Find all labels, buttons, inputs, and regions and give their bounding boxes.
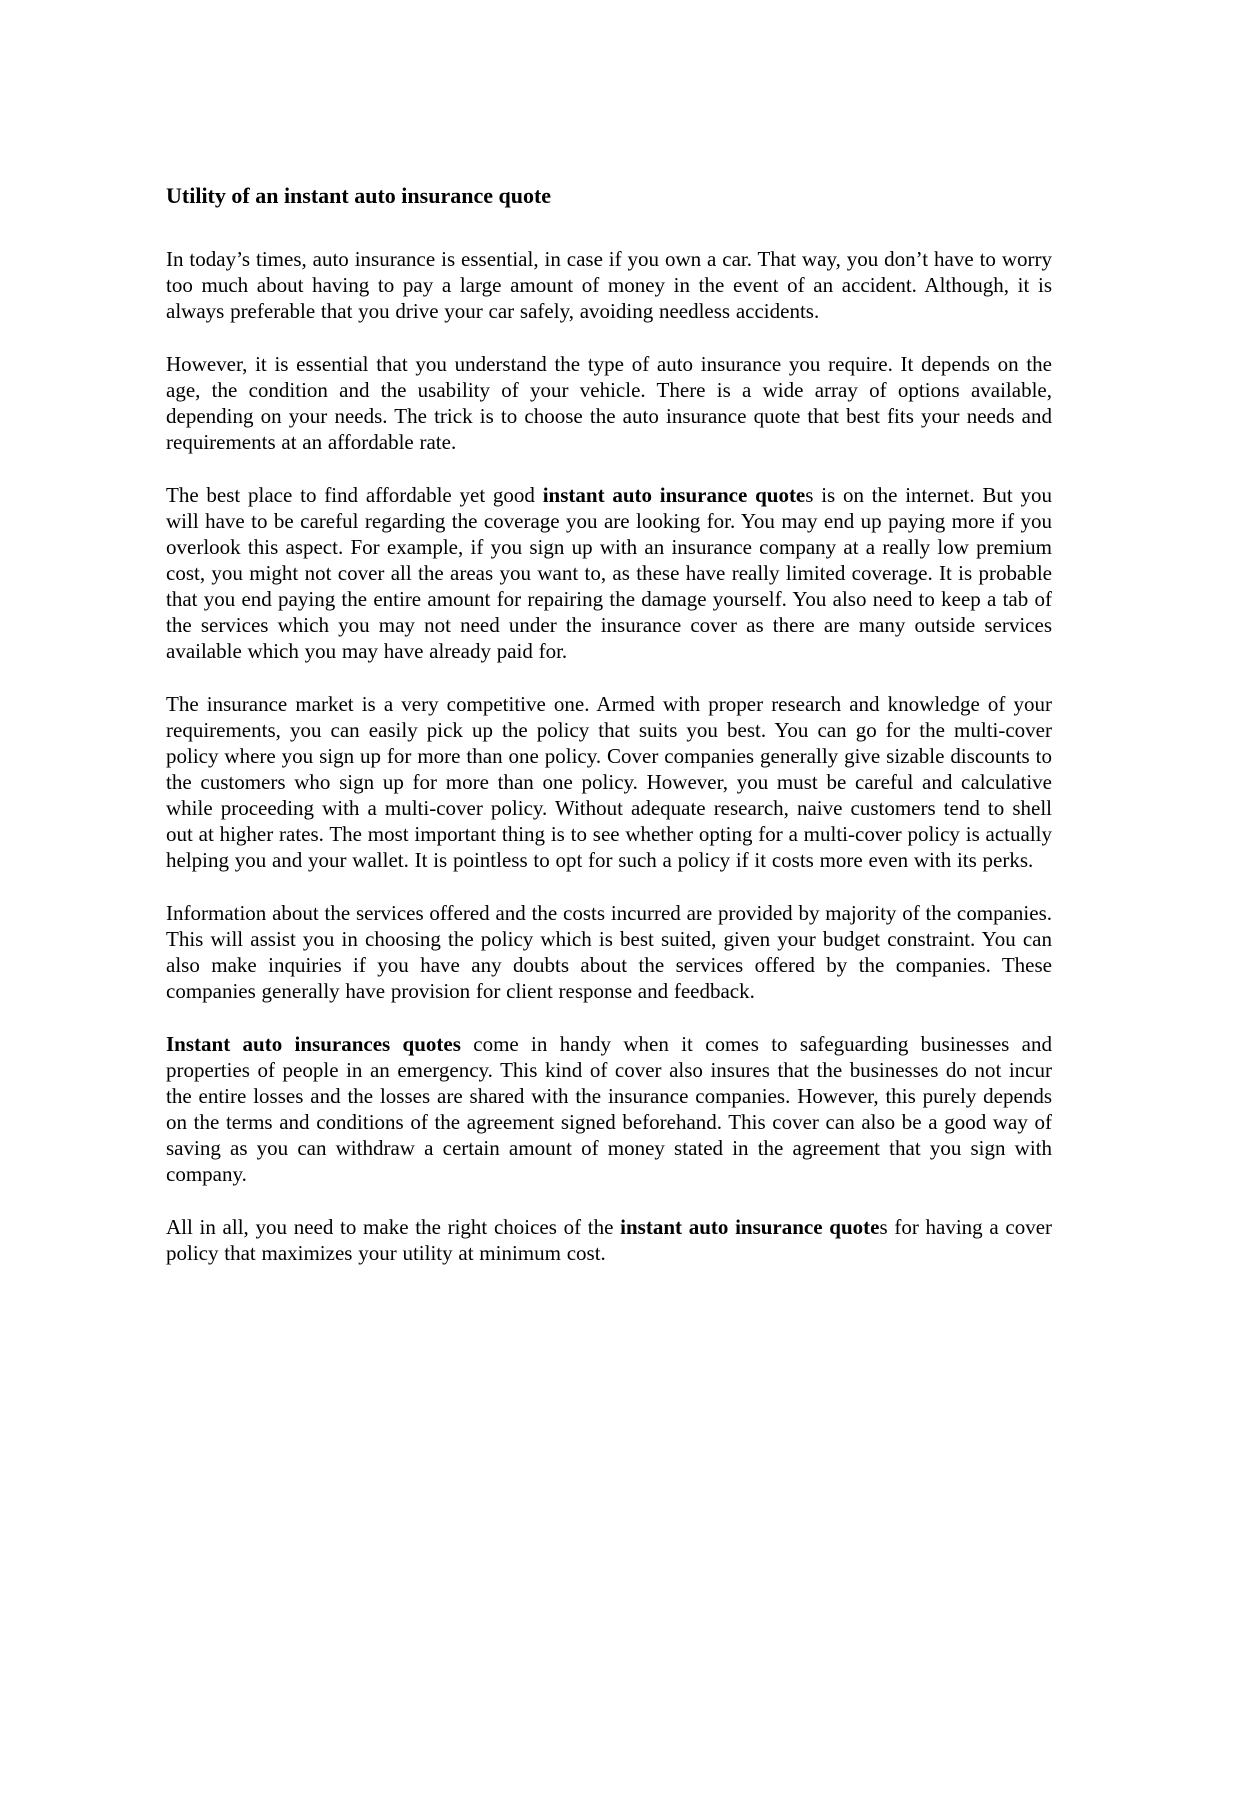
paragraph [166, 351, 1052, 455]
text-run: s for having a cover policy that maximizes your utility at minimum cost. [166, 1215, 1053, 1265]
paragraph [166, 1214, 1052, 1266]
paragraph [166, 246, 1052, 324]
text-run: However, it is essential that you understand the type of auto insurance you require. It depends on the age, the condition and the usability of your vehicle. There is a wide array of options available, depending on your needs. The trick is to choose the auto insurance quote that best fits your needs and requirements at an affordable rate. [166, 352, 1052, 454]
text-run: The insurance market is a very competitive one. Armed with proper research and knowledge of your requirements, you can easily pick up the policy that suits you best. You can go for the multi-cover policy where you sign up for more than one policy. Cover companies generally give sizable discounts to the customers who sign up for more than one policy. However, you must be careful and calculative while proceeding with a multi-cover policy. Without adequate research, naive customers tend to shell out at higher rates. The most important thing is to see whether opting for a multi-cover policy is actually helping you and your wallet. It is pointless to opt for such a policy if it costs more even with its perks. [166, 692, 1052, 872]
text-run: Information about the services offered and the costs incurred are provided by majority of the companies. This will assist you in choosing the policy which is best suited, given your budget constraint. You can also make inquiries if you have any doubts about the services offered by the companies. These companies generally have provision for client response and feedback. [166, 901, 1052, 1003]
document-content [166, 183, 1052, 1293]
text-run: In today’s times, auto insurance is essential, in case if you own a car. That way, you don’t have to worry too much about having to pay a large amount of money in the event of an accident. Although, it is always preferable that you drive your car safely, avoiding needless accidents. [166, 247, 1052, 323]
bold-text-run: instant auto insurance quote [620, 1215, 880, 1239]
text-run: All in all, you need to make the right choices of the [166, 1215, 621, 1239]
paragraph [166, 1031, 1052, 1187]
document-body [166, 246, 1052, 1266]
bold-text-run: instant auto insurance quote [542, 483, 806, 507]
document-title: Utility of an instant auto insurance quote [166, 183, 552, 208]
text-run: come in handy when it comes to safeguarding businesses and properties of people in an emergency. This kind of cover also insures that the businesses do not incur the entire losses and the losses are shared with the insurance companies. However, this purely depends on the terms and conditions of the agreement signed beforehand. This cover can also be a good way of saving as you can withdraw a certain amount of money stated in the agreement that you sign with company. [166, 1032, 1052, 1186]
bold-text-run: Instant auto insurances quotes [166, 1032, 461, 1056]
paragraph [166, 482, 1052, 664]
text-run: The best place to find affordable yet good [166, 483, 543, 507]
paragraph [166, 691, 1052, 873]
text-run: s is on the internet. But you will have to be careful regarding the coverage you are looking for. You may end up paying more if you overlook this aspect. For example, if you sign up with an insurance company at a really low premium cost, you might not cover all the areas you want to, as these have really limited coverage. It is probable that you end paying the entire amount for repairing the damage yourself. You also need to keep a tab of the services which you may not need under the insurance cover as there are many outside services available which you may have already paid for. [166, 483, 1052, 663]
paragraph [166, 900, 1052, 1004]
